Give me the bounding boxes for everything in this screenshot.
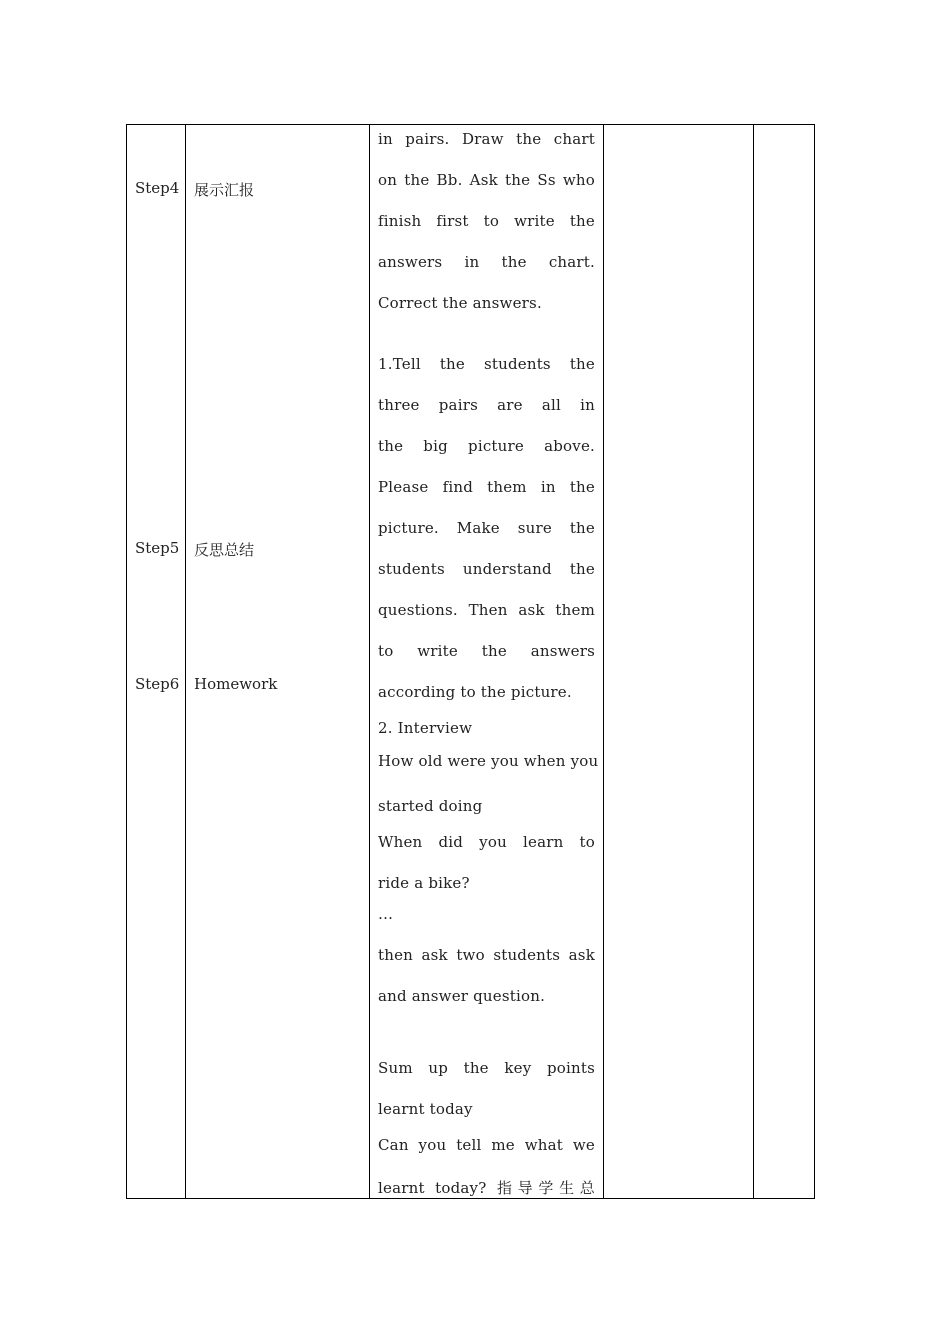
content-line: three pairs are all in — [378, 396, 595, 414]
content-line: Can you tell me what we — [378, 1136, 595, 1154]
content-line: students understand the — [378, 560, 595, 578]
content-line: How old were you when you — [378, 752, 599, 770]
content-line: 2. Interview — [378, 719, 473, 737]
content-line: questions. Then ask them — [378, 601, 595, 619]
content-line: in pairs. Draw the chart — [378, 130, 595, 148]
content-line: according to the picture. — [378, 683, 572, 701]
column-divider — [185, 125, 186, 1198]
content-line: to write the answers — [378, 642, 595, 660]
step-label: Step6 — [135, 675, 180, 693]
content-line: and answer question. — [378, 987, 546, 1005]
content-line: When did you learn to — [378, 833, 595, 851]
step-label: Step4 — [135, 179, 180, 197]
content-line: Correct the answers. — [378, 294, 542, 312]
content-line: the big picture above. — [378, 437, 595, 455]
content-line: learnt today — [378, 1100, 473, 1118]
column-divider — [603, 125, 604, 1198]
content-line: picture. Make sure the — [378, 519, 595, 537]
content-line: … — [378, 905, 394, 923]
step-label: Step5 — [135, 539, 180, 557]
activity-label: 展示汇报 — [194, 181, 255, 199]
activity-label: 反思总结 — [194, 541, 255, 559]
column-divider — [369, 125, 370, 1198]
content-line: finish first to write the — [378, 212, 595, 230]
content-line: 1.Tell the students the — [378, 355, 595, 373]
content-line: Sum up the key points — [378, 1059, 595, 1077]
content-line: then ask two students ask — [378, 946, 595, 964]
content-line: on the Bb. Ask the Ss who — [378, 171, 595, 189]
lesson-plan-table — [126, 124, 815, 1199]
content-line: answers in the chart. — [378, 253, 595, 271]
content-line: Please find them in the — [378, 478, 595, 496]
content-line: started doing — [378, 797, 483, 815]
content-line: learnt today? 指导学生总 — [378, 1179, 595, 1197]
content-line: ride a bike? — [378, 874, 470, 892]
column-divider — [753, 125, 754, 1198]
activity-label: Homework — [194, 675, 278, 693]
